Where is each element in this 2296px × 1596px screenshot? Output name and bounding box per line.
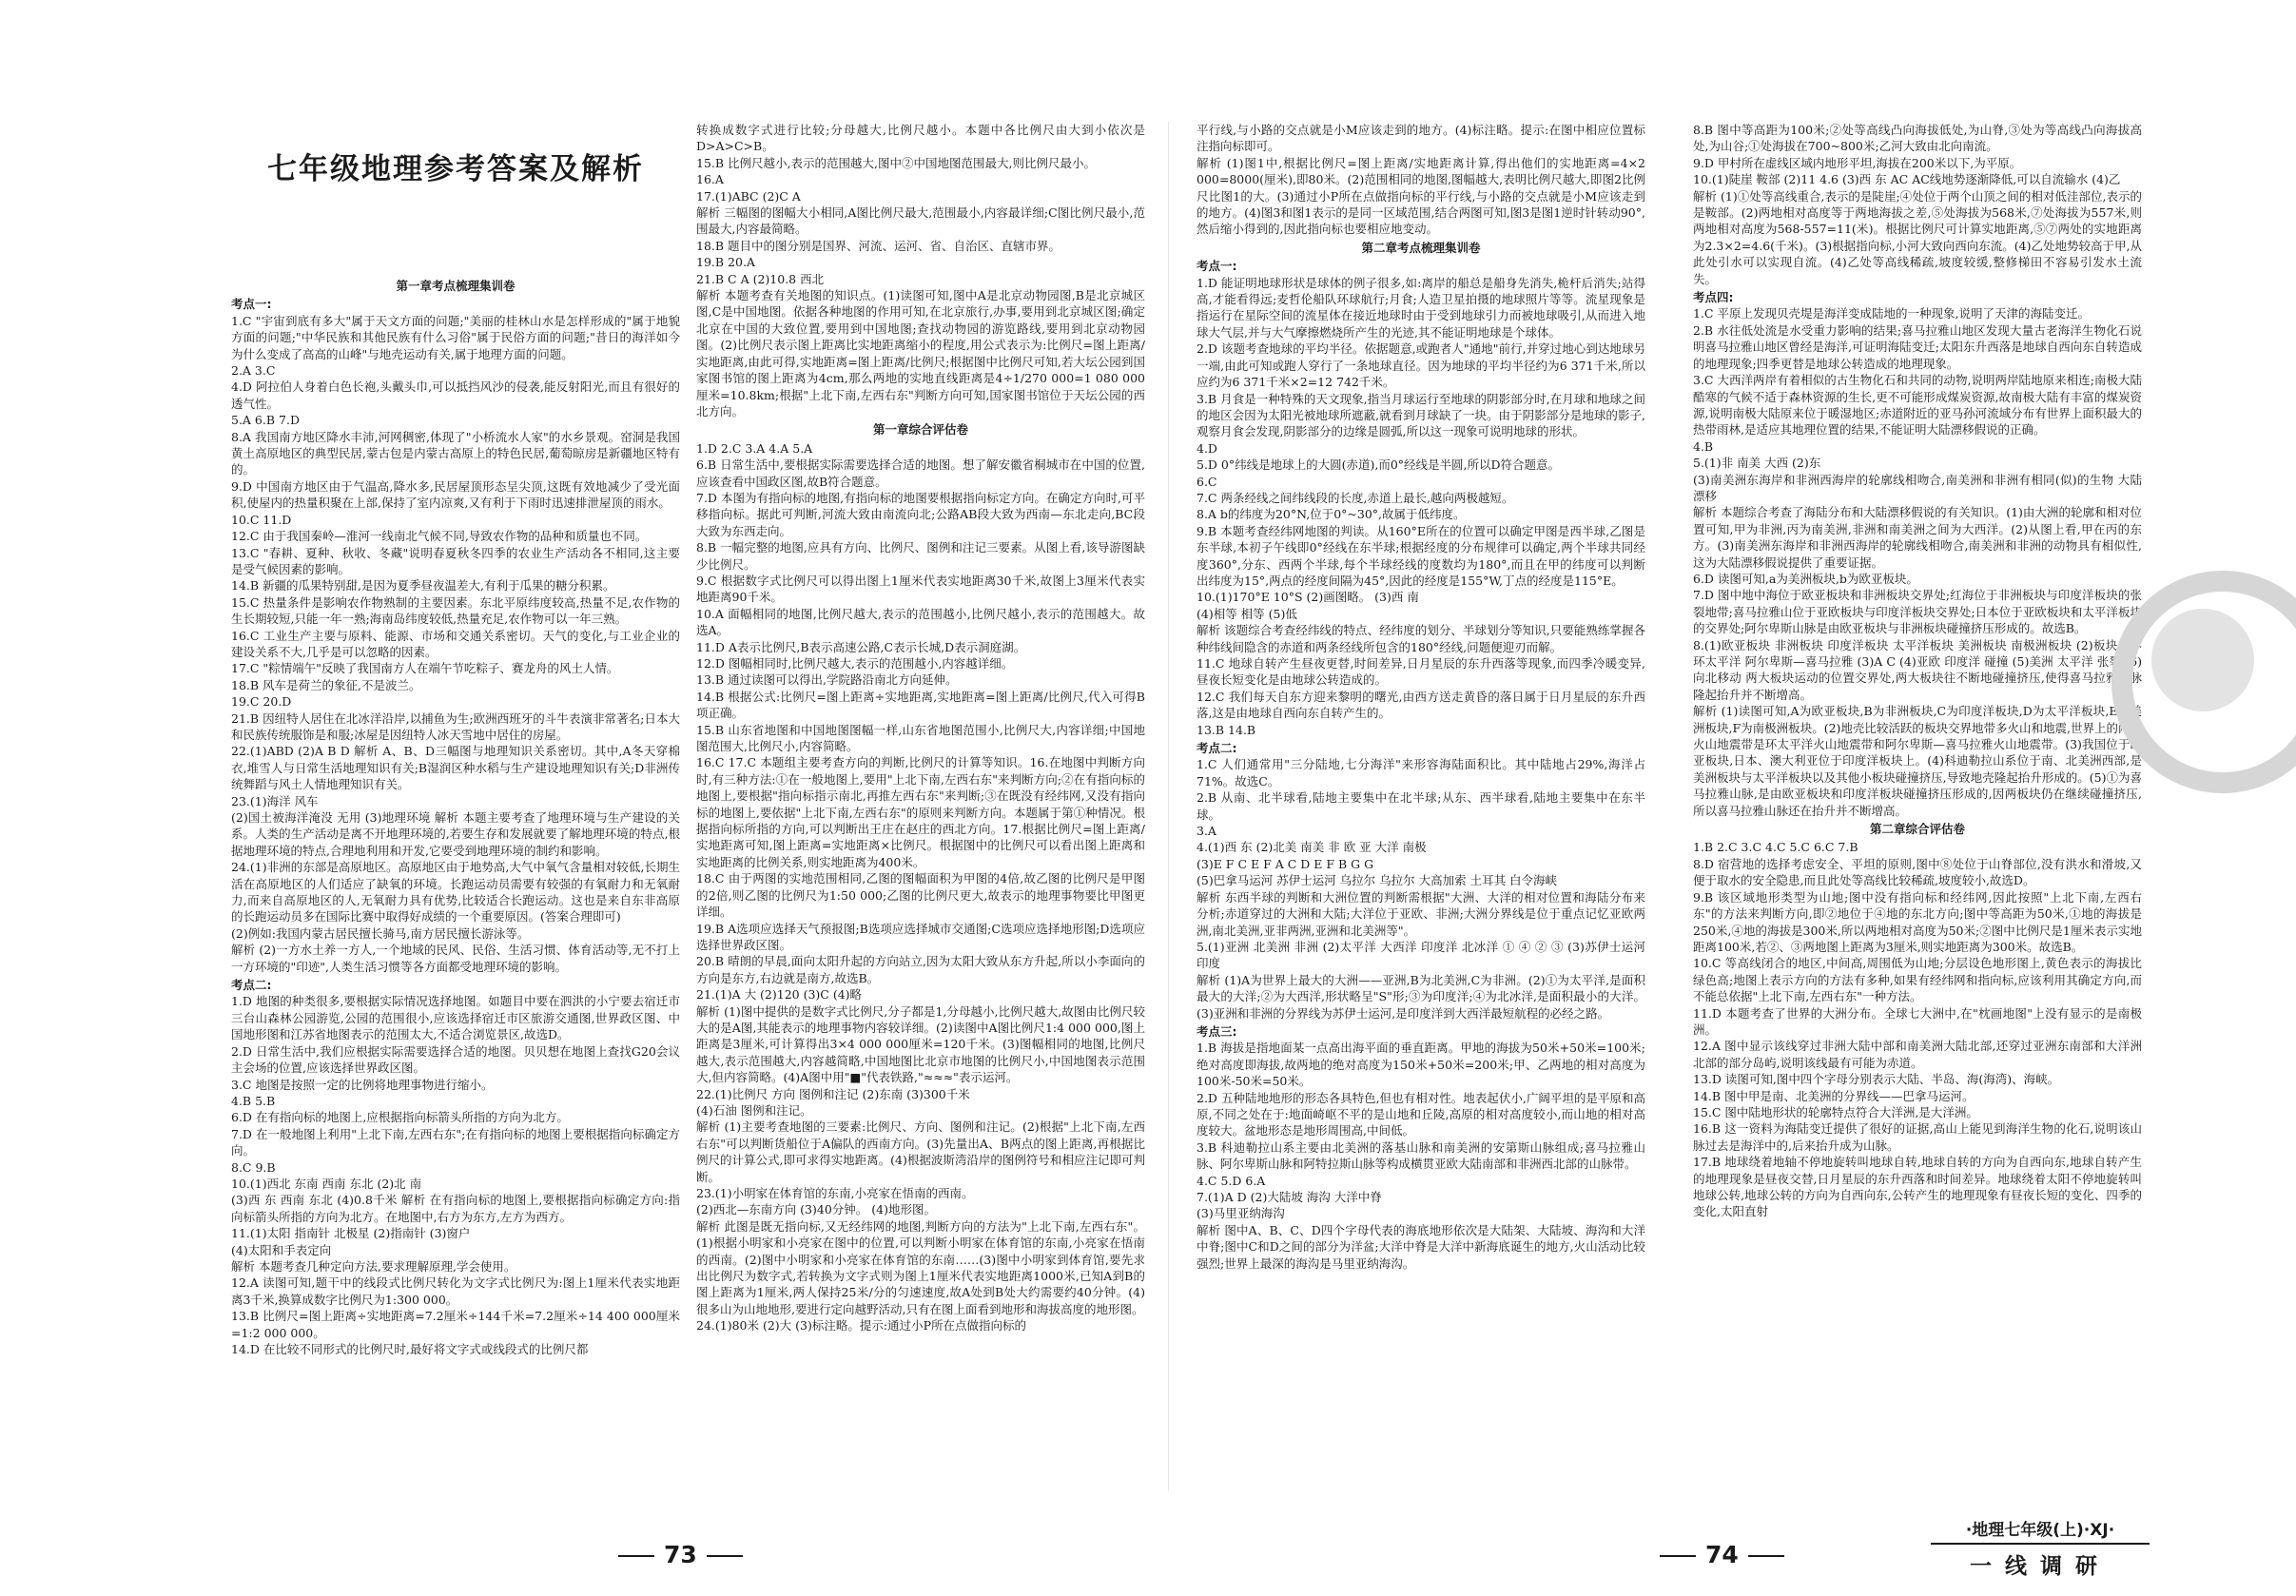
answer-item: 9.B 该区域地形类型为山地;图中没有指向标和经纬网,因此按照"上北下南,左西右东"的方法来判断方向,即②地位于④地的东北方向;图中等高距为50米,①地的海拔是250米,④地的海拔是300米,所以两地相对高度为50米;②图中比例尺是1厘米表示实地距离100米,若②、③两地图上距离为3厘米,则实地距离为300米。故选B。 <box>1693 889 2142 954</box>
answer-item: (3)西 东 西南 东北 (4)0.8千米 解析 在有指向标的地图上,要根据指向标确定方向:指向标箭头所指的方向为北方。在地图中,右方为东方,左方为西方。 <box>231 1193 680 1224</box>
answer-item: 2.B 从南、北半球看,陆地主要集中在北半球;从东、西半球看,陆地主要集中在东半球。 <box>1197 790 1645 822</box>
answer-item: 19.C 20.D <box>231 694 292 710</box>
answer-item: 3.B 月食是一种特殊的天文现象,指当月球运行至地球的阴影部分时,在月球和地球之间的地区会因为太阳光被地球所遮蔽,就看到月球缺了一块。由于阴影部分是地球的影子,观察月食会发现,阴影部分的边缘是圆弧,所以这一现象可说明地球的形状。 <box>1197 391 1645 439</box>
topic-heading: 考点一: <box>231 297 272 312</box>
answer-item: 1.C 平原上发现贝壳堤是海洋变成陆地的一种现象,说明了天津的海陆变迁。 <box>1693 306 2090 321</box>
answer-item: 平行线,与小路的交点就是小M应该走到的地方。(4)标注略。提示:在图中相应位置标注指向标即可。 <box>1197 123 1645 154</box>
answer-item: 7.C 两条经线之间纬线段的长度,赤道上最长,越向两极越短。 <box>1197 490 1514 505</box>
answer-item: 8.B 一幅完整的地图,应具有方向、比例尺、图例和注记三要素。从图上看,该导游图缺少比例尺。 <box>696 540 1145 572</box>
answer-item: 23.(1)小明家在体育馆的东南,小亮家在悟南的西南。 <box>696 1186 974 1200</box>
answer-item: 3.C 地图是按照一定的比例将地理事物进行缩小。 <box>231 1077 494 1092</box>
answer-item: 18.B 题目中的图分别是国界、河流、运河、省、自治区、直辖市界。 <box>696 238 1061 253</box>
brand-footer <box>1931 1516 2150 1592</box>
answer-item: 解析 本题综合考查了海陆分布和大陆漂移假说的有关知识。(1)由大洲的轮廓和相对位置可知,甲为非洲,丙为南美洲,非洲和南美洲之间为大西洋。(2)从图上看,甲在丙的东方。(3)南美洲东海岸和非洲西海岸的轮廓线相吻合,南美洲和非洲的动物具有相似性,这为大陆漂移假说提供了重要证据。 <box>1693 505 2142 570</box>
answer-item: 13.B 14.B <box>1197 722 1256 737</box>
answer-item: (3)南美洲东海岸和非洲西海岸的轮廓线相吻合,南美洲和非洲有相同(似)的生物 大陆漂移 <box>1693 472 2142 503</box>
answer-item: 5.A 6.B 7.D <box>231 413 300 428</box>
answer-item: 5.(1)非 南美 大西 (2)东 <box>1693 456 1821 471</box>
answer-item: 解析 (1)读图可知,A为欧亚板块,B为非洲板块,C为印度洋板块,D为太平洋板块,E为美洲板块,F为南极洲板块。(2)地壳比较活跃的板块交界地带多火山和地震,世界上的两大火山地震带是环太平洋火山地震带和阿尔卑斯—喜马拉雅火山地震带。(3)我国位于欧亚板块,日本、澳大利亚位于印度洋板块上。(4)科迪勒拉山系位于南、北美洲西部,是美洲板块与太平洋板块以及其他小板块碰撞挤压,导致地壳隆起抬升形成的。(5)①为喜马拉雅山脉,是由欧亚板块和印度洋板块碰撞挤压形成的,因两板块仍在继续碰撞挤压,所以喜马拉雅山脉还在抬升并不断增高。 <box>1693 704 2142 818</box>
answer-item: 解析 东西半球的判断和大洲位置的判断需根据"大洲、大洋的相对位置和海陆分布来分析;赤道穿过的大洲和大陆;大洋位于亚欧、非洲;大洲分界线是位于重点记忆亚欧两洲,南北美洲,亚非两洲,亚洲和北美洲等"。 <box>1197 889 1645 938</box>
answer-item: 9.D 中国南方地区由于气温高,降水多,民居屋顶形态呈尖顶,这既有效地减少了受光面积,使屋内的热量积聚在上部,保持了室内凉爽,又有利于下雨时迅速排泄屋顶的雨水。 <box>231 478 680 511</box>
answer-item: 1.B 海拔是指地面某一点高出海平面的垂直距离。甲地的海拔为50米+50米=100米;绝对高度即海拔,故两地的绝对高度为150米+50米=200米;甲、乙两地的相对高度为100米-50米=50米。 <box>1197 1041 1645 1089</box>
answer-item: 转换成数字式进行比较;分母越大,比例尺越小。本题中各比例尺由大到小依次是D>A>C>B。 <box>696 123 1145 154</box>
answer-item: 10.C 等高线闭合的地区,中间高,周围低为山地;分层设色地形图上,黄色表示的海拔比绿色高;地图上表示方向的方法有多种,如果有经纬网和指向标,应该利用其确定方向,而不能总依据"上北下南,左西右东"一种方法。 <box>1693 956 2142 1004</box>
answer-item: 8.A 我国南方地区降水丰沛,河网稠密,体现了"小桥流水人家"的水乡景观。窑洞是我国黄土高原地区的典型民居,蒙古包是内蒙古高原上的特色民居,葡萄晾房是新疆地区特有的。 <box>231 429 680 477</box>
answer-item: 24.(1)80米 (2)大 (3)标注略。提示:通过小P所在点做指向标的 <box>696 1318 1026 1333</box>
answer-item: 解析 (1)①处等高线重合,表示的是陡崖;④处位于两个山顶之间的相对低洼部位,表示的是鞍部。(2)两地相对高度等于两地海拔之差,⑤处海拔为568米,⑦处海拔为557米,则两地相对高度为568-557=11(米)。根据比例尺可计算实地距离,⑤⑦两处的实地距离为2.3×2=4.6(千米)。(3)根据指向标,小河大致向西向东流。(4)乙处地势较高于甲,从此处引水可以实现自流。(4)乙处等高线稀疏,坡度较缓,整修梯田不容易引发水土流失。 <box>1693 188 2142 286</box>
answer-item: 4.C 5.D 6.A <box>1197 1173 1266 1188</box>
answer-item: 12.D 图幅相同时,比例尺越大,表示的范围越小,内容越详细。 <box>696 656 1014 671</box>
answer-item: 6.C <box>1197 474 1217 489</box>
answer-item: 6.B 日常生活中,要根据实际需要选择合适的地图。想了解安徽省桐城市在中国的位置,应该查看中国政区图,故B符合题意。 <box>696 457 1145 489</box>
answer-item: 7.(1)A D (2)大陆坡 海沟 大洋中脊 <box>1197 1190 1382 1204</box>
section-heading: 第二章综合评估卷 <box>1869 822 1965 837</box>
answer-item: 解析 (1)图1中,根据比例尺=图上距离/实地距离计算,得出他们的实地距离=4×2 000=8000(厘米),即80米。(2)范围相同的地图,图幅越大,表明比例尺越大,即图2比例尺比图1的大。(3)通过小P所在点做指向标的平行线,与小路的交点就是小M应该走到的地方。(4)图3和图1表示的是同一区域范围,结合两图可知,图3是图1逆时针转动90°,然后缩小得到的,因此指向标也要相应地变动。 <box>1197 155 1645 237</box>
column-4 <box>1693 122 2142 1491</box>
answer-item: 23.(1)海洋 风车 <box>231 793 319 808</box>
answer-item: 解析 (1)图中提供的是数字式比例尺,分子都是1,分母越小,比例尺越大,故图由比例尺较大的是A图,其能表示的地理事物内容较详细。(2)读图中A图比例尺1:4 000 000,图上距离是3厘米,可计算得出3×4 000 000厘米=120千米。(3)图幅相同的地图,比例尺越大,表示范围越大,内容越简略,中国地图比北京市地图的比例尺小,中国地图表示范围大,但内容简略。(4)A图中用"■"代表铁路,"≈≈≈"表示运河。 <box>696 1003 1145 1085</box>
brand-label: 一线调研 <box>1970 1554 2111 1579</box>
answer-item: 15.C 热量条件是影响农作物熟制的主要因素。东北平原纬度较高,热量不足,农作物的生长期较短,只能一年一熟;海南岛纬度较低,热量充足,农作物可以一年三熟。 <box>231 594 680 627</box>
answer-item: 解析 (1)主要考查地图的三要素:比例尺、方向、图例和注记。(2)根据"上北下南,左西右东"可以判断货船位于A偏队的西南方向。(3)先量出A、B两点的图上距离,再根据比例尺的计算公式,即可求得实地距离。(4)根据波斯湾沿岸的图例符号和相应注记即可判断。 <box>696 1119 1145 1184</box>
answer-item: 10.(1)陡崖 鞍部 (2)11 4.6 (3)西 东 AC AC线地势逐渐降低,可以自流输水 (4)乙 <box>1693 172 2121 187</box>
answer-item: 16.B 这一资料为海陆变迁提供了很好的证据,高山上能见到海洋生物的化石,说明该山脉过去是海洋中的,后来抬升成为山脉。 <box>1693 1121 2142 1153</box>
answer-item: (4)石油 图例和注记。 <box>696 1102 812 1118</box>
answer-item: 18.B 风车是荷兰的象征,不是波兰。 <box>231 677 421 692</box>
answer-item: 4.D <box>1197 440 1217 456</box>
answer-item: 7.D 在一般地图上利用"上北下南,左西右东";在有指向标的地图上要根据指向标确定方向。 <box>231 1126 680 1158</box>
answer-item: 2.D 五种陆地地形的形态各具特色,但也有相对性。地表起伏小,广阔平坦的是平原和高原,不同之处在于:地面崎岖不平的是山地和丘陵,高原的相对高度较小,而山地的相对高度较大。盆地形态是地形周围高,中间低。 <box>1197 1090 1645 1139</box>
answer-item: 7.D 本图为有指向标的地图,有指向标的地图要根据指向标定方向。在确定方向时,可平移指向标。据此可判断,河流大致由南流向北;公路AB段大致为西南—东北走向,BC段大致为东西走向。 <box>696 490 1145 538</box>
answer-item: 13.B 比例尺=图上距离÷实地距离=7.2厘米÷144千米=7.2厘米÷14 400 000厘米=1:2 000 000。 <box>231 1309 680 1340</box>
answer-item: 9.C 根据数字式比例尺可以得出图上1厘米代表实地距离30千米,故图上3厘米代表实地距离90千米。 <box>696 573 1145 605</box>
answer-item: 1.C 人们通常用"三分陆地,七分海洋"来形容海陆面积比。其中陆地占29%,海洋占71%。故选C。 <box>1197 757 1645 788</box>
answer-item: 2.D 该题考查地球的平均半径。依据题意,或跑者人"通地"前行,并穿过地心到达地球另一端,由此可知或跑人穿行了一条地球直径。因为地球的平均半径约为6 371千米,所以应约为6 371千米×2=12 742千米。 <box>1197 341 1645 390</box>
answer-item: 解析 本题考查几种定向方法,要求理解原理,学会使用。 <box>231 1258 516 1274</box>
answer-item: 21.B C A (2)10.8 西北 <box>696 271 825 286</box>
topic-heading: 考点三: <box>1197 1023 1237 1039</box>
answer-item: 16.C 工业生产主要与原料、能源、市场和交通关系密切。天气的变化,与工业企业的建设关系不大,几乎是可以忽略的因素。 <box>231 628 680 659</box>
answer-item: 13.C "春耕、夏种、秋收、冬藏"说明春夏秋冬四季的农业生产活动各不相同,这主要是受气候因素的影响。 <box>231 545 680 576</box>
answer-item: 19.B 20.A <box>696 255 755 270</box>
section-heading: 第二章考点梳理集训卷 <box>1361 240 1481 255</box>
answer-item: 2.B 水往低处流是水受重力影响的结果;喜马拉雅山地区发现大量古老海洋生物化石说明喜马拉雅山地区曾经是海洋,可证明海陆变迁;太阳东升西落是地球自西向东自转造成的地理现象;四季更替是地球公转造成的地理现象。 <box>1693 322 2142 371</box>
answer-item: 21.(1)A 大 (2)120 (3)C (4)略 <box>696 987 863 1002</box>
answer-item: 5.D 0°纬线是地球上的大圆(赤道),而0°经线是半圆,所以D符合题意。 <box>1197 457 1561 473</box>
answer-item: 14.B 新疆的瓜果特别甜,是因为夏季昼夜温差大,有利于瓜果的糖分积累。 <box>231 578 615 594</box>
answer-item: 16.A <box>696 172 724 187</box>
answer-item: 21.B 因纽特人居住在北冰洋沿岸,以捕鱼为生;欧洲西班牙的斗牛表演非常著名;日本大和民族传统服饰是和服;冰屋是因纽特人冰天雪地中居住的房屋。 <box>231 710 680 742</box>
page-number-right: 74 <box>1650 1541 1794 1568</box>
answer-item: 1.C "宇宙到底有多大"属于天文方面的问题;"美丽的桂林山水是怎样形成的"属于地貌方面的问题;"中华民族和其他民族有什么习俗"属于民俗方面的问题;"昔日的海洋如今为什么变成了高高的山峰"与地壳运动有关,属于地理方面的问题。 <box>231 313 680 361</box>
answer-item: 5.(1)亚洲 北美洲 非洲 (2)太平洋 大西洋 印度洋 北冰洋 ① ④ ② ③ (3)苏伊士运河 印度 <box>1197 939 1645 971</box>
answer-item: 14.B 根据公式:比例尺=图上距离÷实地距离,实地距离=图上距离/比例尺,代入可得B项正确。 <box>696 689 1145 721</box>
answer-item: 12.A 读图可知,题干中的线段式比例尺转化为文字式比例尺为:图上1厘米代表实地距离3千米,换算成数字比例尺为1:300 000。 <box>231 1275 680 1307</box>
section-heading: 第一章考点梳理集训卷 <box>396 279 516 293</box>
answer-item: 16.C 17.C 本题组主要考查方向的判断,比例尺的计算等知识。16.在地图中判断方向时,有三种方法:①在一般地图上,要用"上北下南,左西右东"来判断方向;②在有指向标的地图上,要根据"指向标指示南北,再推左西右东"来判断;③在既没有经纬网,又没有指向标的地图上,要依据"上北下南,左西右东"的原则来判断方向。本题属于第①种情况。根据指向标所指的方向,可以判断出王庄在赵庄的西北方向。17.根据比例尺=图上距离/实地距离可知,图上距离=实地距离×比例尺。根据图中的比例尺可以看出图上距离和实地距离的比例关系,则实地距离为400米。 <box>696 755 1145 869</box>
answer-item: (4)太阳和手表定向 <box>231 1242 332 1257</box>
answer-item: 10.(1)西北 东南 西南 东北 (2)北 南 <box>231 1176 422 1191</box>
watermark-seal-center-icon <box>2151 609 2254 711</box>
answer-item: (3)E F C E F A C D E F B G G <box>1197 856 1374 871</box>
column-2 <box>696 122 1145 1491</box>
answer-item: 10.A 面幅相同的地图,比例尺越大,表示的范围越小,比例尺越小,表示的范围越大。故选A。 <box>696 606 1145 638</box>
answer-item: 24.(1)非洲的东部是高原地区。高原地区由于地势高,大气中氧气含量相对较低,长期生活在高原地区的人们适应了缺氧的环境。长跑运动员需要有较强的有氧耐力和无氧耐力,而来自高原地区的人,无氧耐力具有优势,比较适合长跑运动。这也是来自东非高原的长跑运动员多在国际比赛中取得好成绩的一个重要原因。(答案合理即可) <box>231 860 680 925</box>
answer-item: 11.D A表示比例尺,B表示高速公路,C表示长城,D表示洞庭湖。 <box>696 639 1026 654</box>
answer-item: 20.B 晴朗的早晨,面向太阳升起的方向站立,因为太阳大致从东方升起,所以小李面向的方向是东方,右边就是南方,故选B。 <box>696 954 1145 985</box>
answer-item: 解析 (2)一方水土养一方人,一个地域的民风、民俗、生活习惯、体育活动等,无不打上一方环境的"印迹",人类生活习惯等各方面都受地理环境的影响。 <box>231 943 680 974</box>
answer-item: (2)西北—东南方向 (3)40分钟。 (4)地形图。 <box>696 1202 936 1217</box>
answer-item: 11.(1)太阳 指南针 北极星 (2)指南针 (3)窗户 <box>231 1226 471 1241</box>
answer-item: 7.D 图中地中海位于欧亚板块和非洲板块交界处;红海位于非洲板块与印度洋板块的张裂地带;喜马拉雅山位于亚欧板块与印度洋板块交界处;日本位于亚欧板块和太平洋板块的交界处;阿尔卑斯山脉是由欧亚板块与非洲板块碰撞挤压形成的。故选B。 <box>1693 588 2142 636</box>
answer-item: 8.D 宿营地的选择考虑安全、平坦的原则,图中⑧处位于山脊部位,没有洪水和滑坡,又便于取水的安全隐患,而且此处等高线比较稀疏,坡度较小,故选D。 <box>1693 856 2142 888</box>
answer-item: 6.D 读图可知,a为美洲板块,b为欧亚板块。 <box>1693 571 1918 586</box>
topic-heading: 考点四: <box>1693 290 1734 305</box>
answer-item: 19.B A选项应选择天气预报图;B选项应选择城市交通图;C选项应选择地形图;D选项应选择世界政区图。 <box>696 921 1145 952</box>
answer-item: 1.B 2.C 3.C 4.C 5.C 6.C 7.B <box>1693 840 1858 855</box>
answer-item: 15.B 比例尺越小,表示的范围越大,图中②中国地图范围最大,则比例尺最小。 <box>696 155 1096 170</box>
answer-item: 14.D 在比较不同形式的比例尺时,最好将文字式或线段式的比例尺都 <box>231 1342 589 1356</box>
answer-item: 10.C 11.D <box>231 512 292 527</box>
answer-item: 15.B 山东省地图和中国地图图幅一样,山东省地图范围小,比例尺大,内容详细;中国地图范围大,比例尺小,内容简略。 <box>696 722 1145 754</box>
answer-item: 8.C 9.B <box>231 1159 276 1175</box>
answer-item: 9.D 甲村所在虚线区域内地形平坦,海拔在200米以下,为平原。 <box>1693 155 2022 170</box>
topic-heading: 考点二: <box>1197 741 1237 756</box>
answer-item: 4.(1)西 东 (2)北美 南美 非 欧 亚 大洋 南极 <box>1197 840 1427 855</box>
document-title: 七年级地理参考答案及解析 <box>267 152 644 186</box>
answer-item: 14.B 图中甲是南、北美洲的分界线——巴拿马运河。 <box>1693 1088 1975 1103</box>
answer-item: 1.D 地图的种类很多,要根据实际情况选择地图。如题目中要在泗洪的小宁要去宿迁市三台山森林公园游览,公园的范围很小,应该选择宿迁市区旅游交通图,世界政区图、中国地形图和江苏省地图表示的范围太大,不适合浏览景区,故选D。 <box>231 994 680 1042</box>
answer-item: 解析 本题考查有关地图的知识点。(1)读图可知,图中A是北京动物园图,B是北京城区图,C是中国地图。依据各种地图的作用可知,在北京旅行,办事,要用到北京城区图;确定北京在中国的大致位置,要用到中国地图;查找动物园的游览路线,要用到北京动物园图。(2)比例尺表示图上距离比实地距离缩小的程度,用公式表示为:比例尺=图上距离/实地距离,由此可得,实地距离=图上距离/比例尺;根据图中比例尺可知,若大坛公园到国家图书馆的图上距离为4cm,那么两地的实地直线距离是4÷1/270 000=1 080 000厘米=10.8km;根据"上北下南,左西右东"判断方向可知,国家图书馆位于天坛公园的西北方向。 <box>696 288 1145 418</box>
answer-item: (5)巴拿马运河 苏伊士运河 乌拉尔 乌拉尔 大高加索 土耳其 白令海峡 <box>1197 873 1558 888</box>
page-fold-line <box>1168 122 1169 1491</box>
answer-item: 解析 (1)A为世界上最大的大洲——亚洲,B为北美洲,C为非洲。(2)①为太平洋,是面积最大的大洋;②为大西洋,形状略呈"S"形;③为印度洋;④为北冰洋,是面积最小的大洋。(3)亚洲和非洲的分界线为苏伊士运河,是印度洋到大西洋最短航程的必经之路。 <box>1197 972 1645 1021</box>
answer-item: 4.D 阿拉伯人身着白色长袍,头戴头巾,可以抵挡风沙的侵袭,能反射阳光,而且有很好的透气性。 <box>231 380 680 411</box>
series-label: ·地理七年级(上)·XJ· <box>1931 1516 2150 1545</box>
topic-heading: 考点二: <box>231 978 272 993</box>
answer-item: 解析 图中A、B、C、D四个字母代表的海底地形依次是大陆架、大陆坡、海沟和大洋中脊;图中C和D之间的部分为洋盆;大洋中脊是大洋中新海底诞生的地方,火山活动比较强烈;世界上最深的海沟是马里亚纳海沟。 <box>1197 1222 1645 1271</box>
answer-item: 4.B 5.B <box>231 1093 276 1108</box>
answer-item: 11.D 本题考查了世界的大洲分布。全球七大洲中,在"枕画地图"上没有显示的是南极洲。 <box>1693 1005 2142 1037</box>
answer-item: 13.B 通过读图可以得出,学院路沿南北方向延伸。 <box>696 672 958 688</box>
page-number-left: 73 <box>609 1541 752 1568</box>
column-3 <box>1197 122 1645 1491</box>
answer-item: 10.(1)170°E 10°S (2)画图略。 (3)西 南 <box>1197 590 1419 605</box>
answer-item: 12.A 图中显示该线穿过非洲大陆中部和南美洲大陆北部,还穿过亚洲东南部和大洋洲北部的部分岛屿,说明该线最有可能为赤道。 <box>1693 1039 2142 1070</box>
answer-item: (3)马里亚纳海沟 <box>1197 1206 1285 1221</box>
answer-item: (4)相等 相等 (5)低 <box>1197 606 1297 621</box>
answer-item: 13.D 读图可知,图中四个字母分别表示大陆、半岛、海(海湾)、海峡。 <box>1693 1072 2060 1087</box>
answer-item: 11.C 地球自转产生昼夜更替,时间差异,日月星辰的东升西落等现象,而四季冷暖变异,昼夜长短变化是由地球公转造成的。 <box>1197 656 1645 688</box>
answer-item: 1.D 2.C 3.A 4.A 5.A <box>696 440 813 456</box>
section-heading: 第一章综合评估卷 <box>872 422 968 438</box>
answer-item: (2)国土被海洋淹没 无用 (3)地理环境 解析 本题主要考查了地理环境与生产建设的关系。人类的生产活动是离不开地理环境的,若要生存和发展就要了解地理环境的特点,根据地理环境的特点,合理地利用和开发,它要受到地理环境的制约和影响。 <box>231 810 680 858</box>
answer-item: 17.B 地球绕着地轴不停地旋转叫地球自转,地球自转的方向为自西向东,地球自转产生的地理现象是昼夜交替,日月星辰的东升西落和时间差异。地球绕着太阳不停地旋转叫地球公转,地球公转的方向为自西向东,公转产生的地理现象有昼夜长短的变化、四季的变化,太阳直射 <box>1693 1155 2142 1219</box>
answer-item: 15.C 图中陆地形状的轮廓特点符合大洋洲,是大洋洲。 <box>1693 1104 1978 1119</box>
answer-item: 22.(1)比例尺 方向 图例和注记 (2)东南 (3)300千米 <box>696 1086 970 1101</box>
answer-item: 8.(1)欧亚板块 非洲板块 印度洋板块 太平洋板块 美洲板块 南极洲板块 (2)板块交界 环太平洋 阿尔卑斯—喜马拉雅 (3)A C (4)亚欧 印度洋 碰撞 (5)美洲 太平洋 张裂 (6)向北移动 两大板块运动的位置交界处,两大板块往不断地碰撞挤压,使得喜马拉雅山脉隆起抬升并不断增高。 <box>1693 637 2142 702</box>
answer-item: 2.A 3.C <box>231 363 276 379</box>
answer-item: 3.C 大西洋两岸有着相似的古生物化石和共同的动物,说明两岸陆地原来相连;南极大陆酷寒的气候不适于森林资源的生长,更不可能形成煤炭资源,故南极大陆有丰富的煤炭资源,说明南极大陆原来位于暖湿地区;赤道附近的亚马孙河流域分布有世界上面积最大的热带雨林,是适应其地理位置的结果,不能证明大陆漂移假说的正确。 <box>1693 373 2142 438</box>
answer-item: (2)例如:我国内蒙古居民擅长骑马,南方居民擅长游泳等。 <box>231 925 530 941</box>
answer-item: 17.C "粽情端午"反映了我国南方人在端午节吃粽子、赛龙舟的风土人情。 <box>231 661 619 676</box>
answer-item: 3.B 科迪勒拉山系主要由北美洲的落基山脉和南美洲的安第斯山脉组成;喜马拉雅山脉、阿尔卑斯山脉和阿特拉斯山脉等构成横贯亚欧大陆南部和非洲西北部的山脉带。 <box>1197 1139 1645 1172</box>
answer-item: 8.A b的纬度为20°N,位于0°~30°,故属于低纬度。 <box>1197 507 1466 522</box>
answer-item: 3.A <box>1197 824 1216 839</box>
answer-item: 解析 此图是既无指向标,又无经纬网的地图,判断方向的方法为"上北下南,左西右东"。(1)根据小明家和小亮家在图中的位置,可以判断小明家在体育馆的东南,小亮家在悟南的西南。(2)图中小明家和小亮家在体育馆的东南……(3)图中小明家到体育馆,要先求出比例尺为数字式,若转换为文字式则为图上1厘米代表实地距离1000米,已知A到B的图上距离为1厘米,两人保持25米/分的匀速速度,故A处到B处大约需要约40分钟。(4)很多山为山地地形,要进行定向越野活动,只有在图上面看到地形和海拔高度的地形图。 <box>696 1218 1145 1316</box>
answer-item: 12.C 由于我国秦岭—淮河一线南北气候不同,导致农作物的品种和质量也不同。 <box>231 529 648 544</box>
answer-item: 解析 该题综合考查经纬线的特点、经纬度的划分、半球划分等知识,只要能熟练掌握各种纬线间隐含的赤道和两条经线所包含的180°经线,问题便迎刃而解。 <box>1197 623 1645 654</box>
answer-item: 6.D 在有指向标的地图上,应根据指向标箭头所指的方向为北方。 <box>231 1110 569 1125</box>
answer-item: 解析 三幅图的图幅大小相同,A图比例尺最大,范围最小,内容最详细;C图比例尺最小,范围最大,内容最简略。 <box>696 205 1145 237</box>
answer-item: 18.C 由于两图的实地范围相同,乙图的图幅面积为甲图的4倍,故乙图的比例尺是甲图的2倍,则乙图的比例尺为1:50 000;乙图的比例尺更大,故表示的地理事物要比甲图更详细。 <box>696 871 1145 920</box>
answer-item: 17.(1)ABC (2)C A <box>696 188 801 204</box>
answer-item: 22.(1)ABD (2)A B D 解析 A、B、D三幅图与地理知识关系密切。其中,A冬天穿棉衣,堆雪人与日常生活地理知识有关;B湿润区种水稻与生产建设地理知识有关;D非洲传统舞蹈与风土人情地理知识有关。 <box>231 744 680 792</box>
answer-item: 2.D 日常生活中,我们应根据实际需要选择合适的地图。贝贝想在地图上查找G20会议主会场的位置,应该选择世界政区图。 <box>231 1043 680 1076</box>
answer-item: 12.C 我们每天自东方迎来黎明的曙光,由西方送走黄昏的落日属于日月星辰的东升西落,这是由地球自西向东自转产生的。 <box>1197 689 1645 721</box>
topic-heading: 考点一: <box>1197 259 1237 274</box>
answer-item: 1.D 能证明地球形状是球体的例子很多,如:离岸的船总是船身先消失,桅杆后消失;站得高,才能看得远;麦哲伦船队环球航行;月食;人造卫星拍摄的地球照片等等。流星现象是指运行在星际空间的流星体在接近地球时由于受到地球引力而被地球吸引,从而进入地球大气层,并与大气摩擦燃烧所产生的光迹,其不能证明地球是个球体。 <box>1197 275 1645 340</box>
answer-item: 9.B 本题考查经纬网地图的判读。从160°E所在的位置可以确定甲图是西半球,乙图是东半球,本初子午线即0°经线在东半球;根据经度的分布规律可以确定,两个半球共同经度360°,分东、西两个半球,每个半球经线的度数均为180°,而且在甲的纬度可以判断出纬度为15°,两点的经度间隔为45°,因此的经度是155°W,丁点的经度是115°E。 <box>1197 523 1645 588</box>
column-1 <box>231 276 680 1491</box>
answer-item: 8.B 图中等高距为100米;②处等高线凸向海拔低处,为山脊,③处为等高线凸向海拔高处,为山谷;①处海拔在700~800米;乙河大致由北向南流。 <box>1693 123 2142 154</box>
answer-item: 4.B <box>1693 438 1714 454</box>
